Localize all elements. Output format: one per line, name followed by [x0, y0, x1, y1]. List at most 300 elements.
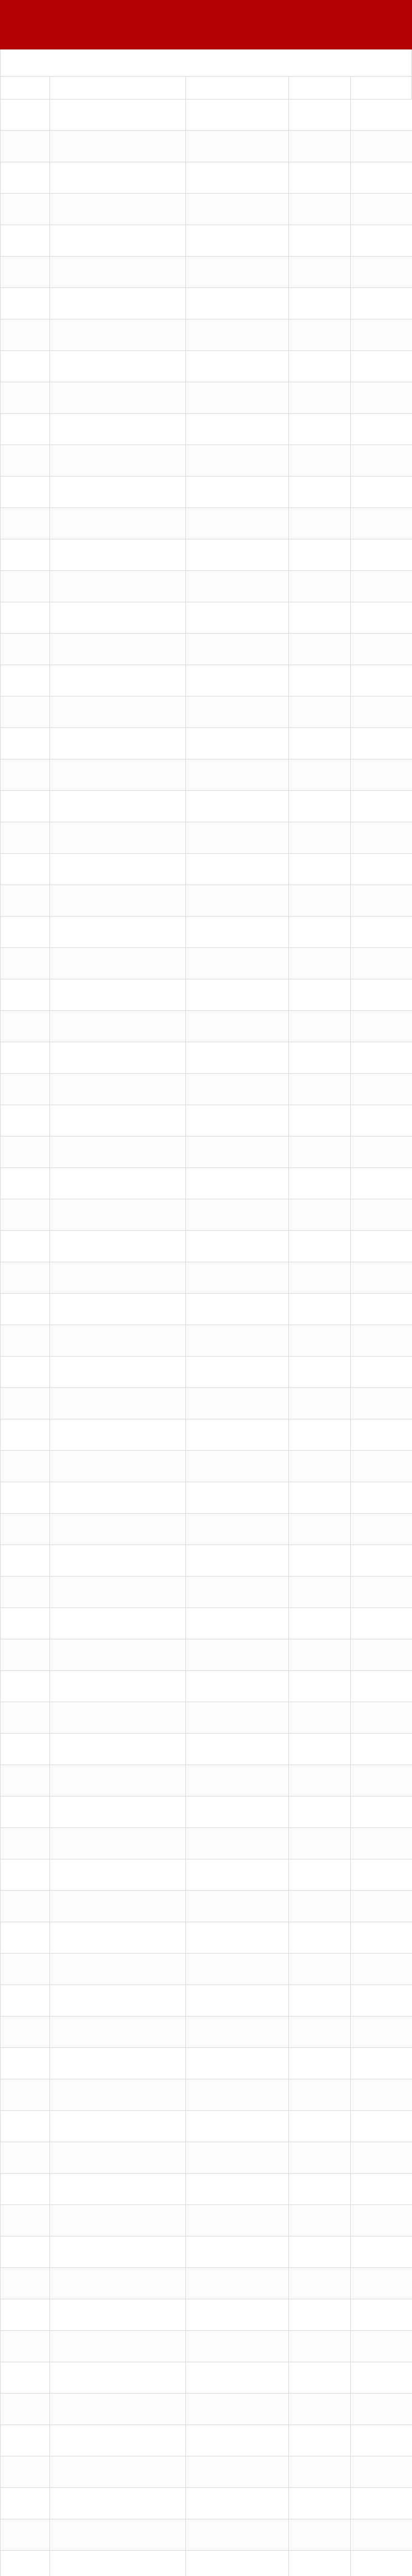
cell-creator — [186, 1639, 289, 1670]
cell-title — [50, 1010, 186, 1042]
cell-recommender — [351, 885, 412, 916]
cell-index — [1, 1607, 50, 1639]
cell-producer — [289, 2299, 351, 2330]
cell-title — [50, 602, 186, 633]
table-row — [1, 1890, 411, 1922]
cell-recommender — [351, 539, 412, 570]
cell-title — [50, 853, 186, 885]
cell-title — [50, 1230, 186, 1262]
cell-creator — [186, 1450, 289, 1482]
table-row — [1, 1230, 411, 1262]
cell-title — [50, 979, 186, 1010]
cell-recommender — [351, 1670, 412, 1702]
table-row — [1, 162, 411, 193]
cell-producer — [289, 476, 351, 507]
cell-index — [1, 1639, 50, 1670]
cell-title — [50, 2205, 186, 2236]
cell-title — [50, 445, 186, 476]
cell-index — [1, 99, 50, 130]
table-row — [1, 1450, 411, 1482]
cell-recommender — [351, 445, 412, 476]
cell-title — [50, 885, 186, 916]
cell-title — [50, 2142, 186, 2173]
award-table — [0, 76, 412, 2576]
cell-producer — [289, 1702, 351, 1733]
table-row — [1, 570, 411, 602]
cell-title — [50, 2299, 186, 2330]
column-header-producer — [289, 76, 351, 99]
cell-index — [1, 2456, 50, 2487]
cell-index — [1, 2236, 50, 2267]
cell-producer — [289, 665, 351, 696]
cell-producer — [289, 2550, 351, 2576]
cell-recommender — [351, 1796, 412, 1827]
cell-title — [50, 2330, 186, 2362]
cell-producer — [289, 1073, 351, 1105]
cell-title — [50, 413, 186, 445]
cell-recommender — [351, 1293, 412, 1325]
cell-recommender — [351, 1827, 412, 1859]
cell-creator — [186, 256, 289, 287]
cell-recommender — [351, 1890, 412, 1922]
cell-creator — [186, 2393, 289, 2425]
cell-index — [1, 916, 50, 947]
cell-index — [1, 193, 50, 225]
cell-creator — [186, 2079, 289, 2110]
cell-index — [1, 1670, 50, 1702]
cell-title — [50, 665, 186, 696]
cell-producer — [289, 1167, 351, 1199]
cell-recommender — [351, 1419, 412, 1450]
cell-index — [1, 2299, 50, 2330]
cell-recommender — [351, 2550, 412, 2576]
cell-creator — [186, 1482, 289, 1513]
cell-producer — [289, 319, 351, 350]
table-row — [1, 1733, 411, 1765]
cell-title — [50, 2456, 186, 2487]
cell-recommender — [351, 2330, 412, 2362]
cell-creator — [186, 1953, 289, 1985]
cell-recommender — [351, 193, 412, 225]
cell-title — [50, 2550, 186, 2576]
cell-creator — [186, 1859, 289, 1890]
cell-recommender — [351, 382, 412, 413]
cell-creator — [186, 2173, 289, 2205]
table-row — [1, 853, 411, 885]
cell-title — [50, 287, 186, 319]
cell-index — [1, 979, 50, 1010]
cell-title — [50, 2519, 186, 2550]
cell-producer — [289, 1513, 351, 1545]
cell-title — [50, 1639, 186, 1670]
table-row — [1, 2079, 411, 2110]
cell-creator — [186, 1827, 289, 1859]
cell-recommender — [351, 162, 412, 193]
cell-index — [1, 1827, 50, 1859]
cell-title — [50, 2110, 186, 2142]
cell-index — [1, 1765, 50, 1796]
cell-index — [1, 1010, 50, 1042]
cell-creator — [186, 2142, 289, 2173]
table-row — [1, 413, 411, 445]
table-row — [1, 696, 411, 727]
cell-recommender — [351, 1136, 412, 1167]
cell-creator — [186, 1607, 289, 1639]
cell-creator — [186, 2205, 289, 2236]
cell-producer — [289, 1576, 351, 1607]
cell-index — [1, 319, 50, 350]
cell-title — [50, 350, 186, 382]
cell-title — [50, 225, 186, 256]
cell-recommender — [351, 507, 412, 539]
cell-producer — [289, 1859, 351, 1890]
table-row — [1, 193, 411, 225]
cell-index — [1, 1859, 50, 1890]
cell-index — [1, 2519, 50, 2550]
table-row — [1, 2362, 411, 2393]
cell-index — [1, 1513, 50, 1545]
cell-index — [1, 1230, 50, 1262]
cell-title — [50, 2173, 186, 2205]
cell-producer — [289, 1356, 351, 1387]
cell-recommender — [351, 2047, 412, 2079]
cell-producer — [289, 1387, 351, 1419]
table-row — [1, 2519, 411, 2550]
cell-creator — [186, 790, 289, 822]
cell-index — [1, 1136, 50, 1167]
cell-title — [50, 1670, 186, 1702]
cell-index — [1, 2079, 50, 2110]
cell-title — [50, 507, 186, 539]
cell-index — [1, 570, 50, 602]
cell-index — [1, 507, 50, 539]
cell-title — [50, 1827, 186, 1859]
cell-creator — [186, 1733, 289, 1765]
cell-producer — [289, 1042, 351, 1073]
cell-index — [1, 1105, 50, 1136]
cell-title — [50, 1733, 186, 1765]
cell-creator — [186, 1670, 289, 1702]
table-row — [1, 2047, 411, 2079]
cell-title — [50, 2393, 186, 2425]
table-row — [1, 350, 411, 382]
cell-creator — [186, 2236, 289, 2267]
cell-creator — [186, 162, 289, 193]
cell-creator — [186, 2299, 289, 2330]
cell-producer — [289, 633, 351, 665]
cell-recommender — [351, 1576, 412, 1607]
cell-recommender — [351, 570, 412, 602]
cell-producer — [289, 1827, 351, 1859]
cell-creator — [186, 476, 289, 507]
cell-producer — [289, 2393, 351, 2425]
cell-creator — [186, 1199, 289, 1230]
table-row — [1, 319, 411, 350]
cell-title — [50, 1513, 186, 1545]
cell-title — [50, 916, 186, 947]
cell-producer — [289, 1985, 351, 2016]
cell-creator — [186, 193, 289, 225]
cell-creator — [186, 853, 289, 885]
cell-index — [1, 1576, 50, 1607]
cell-recommender — [351, 1513, 412, 1545]
table-row — [1, 1262, 411, 1293]
cell-recommender — [351, 1167, 412, 1199]
cell-title — [50, 2079, 186, 2110]
cell-recommender — [351, 1702, 412, 1733]
table-row — [1, 1105, 411, 1136]
cell-creator — [186, 2550, 289, 2576]
cell-creator — [186, 1262, 289, 1293]
table-row — [1, 1356, 411, 1387]
cell-creator — [186, 1513, 289, 1545]
table-row — [1, 2205, 411, 2236]
cell-index — [1, 225, 50, 256]
cell-index — [1, 1953, 50, 1985]
cell-creator — [186, 2425, 289, 2456]
cell-creator — [186, 1356, 289, 1387]
cell-index — [1, 727, 50, 759]
cell-title — [50, 1419, 186, 1450]
page-title — [0, 0, 412, 49]
cell-producer — [289, 1890, 351, 1922]
cell-index — [1, 1985, 50, 2016]
table-header — [1, 76, 411, 99]
cell-creator — [186, 445, 289, 476]
cell-creator — [186, 1545, 289, 1576]
cell-producer — [289, 1953, 351, 1985]
cell-index — [1, 853, 50, 885]
cell-index — [1, 1356, 50, 1387]
cell-index — [1, 1262, 50, 1293]
cell-recommender — [351, 99, 412, 130]
cell-title — [50, 1796, 186, 1827]
cell-producer — [289, 1922, 351, 1953]
cell-creator — [186, 2487, 289, 2519]
table-row — [1, 1765, 411, 1796]
cell-producer — [289, 350, 351, 382]
cell-recommender — [351, 1859, 412, 1890]
table-row — [1, 130, 411, 162]
table-row — [1, 665, 411, 696]
cell-producer — [289, 382, 351, 413]
cell-recommender — [351, 1230, 412, 1262]
cell-index — [1, 1702, 50, 1733]
cell-index — [1, 1545, 50, 1576]
cell-recommender — [351, 1199, 412, 1230]
cell-title — [50, 1356, 186, 1387]
cell-recommender — [351, 413, 412, 445]
cell-creator — [186, 885, 289, 916]
cell-title — [50, 382, 186, 413]
cell-title — [50, 99, 186, 130]
column-header-index — [1, 76, 50, 99]
cell-creator — [186, 1890, 289, 1922]
cell-title — [50, 2425, 186, 2456]
cell-creator — [186, 130, 289, 162]
cell-title — [50, 2047, 186, 2079]
table-row — [1, 1167, 411, 1199]
table-row — [1, 1482, 411, 1513]
table-row — [1, 445, 411, 476]
cell-creator — [186, 1922, 289, 1953]
table-row — [1, 1513, 411, 1545]
table-row — [1, 633, 411, 665]
table-row — [1, 759, 411, 790]
cell-recommender — [351, 1607, 412, 1639]
cell-index — [1, 382, 50, 413]
table-row — [1, 2330, 411, 2362]
cell-recommender — [351, 790, 412, 822]
cell-title — [50, 1450, 186, 1482]
cell-creator — [186, 1796, 289, 1827]
cell-recommender — [351, 853, 412, 885]
cell-title — [50, 570, 186, 602]
cell-recommender — [351, 2205, 412, 2236]
cell-title — [50, 759, 186, 790]
cell-index — [1, 1387, 50, 1419]
cell-index — [1, 1419, 50, 1450]
cell-recommender — [351, 2079, 412, 2110]
cell-title — [50, 1136, 186, 1167]
cell-producer — [289, 413, 351, 445]
table-row — [1, 1010, 411, 1042]
cell-index — [1, 1293, 50, 1325]
cell-creator — [186, 947, 289, 979]
table-row — [1, 507, 411, 539]
cell-creator — [186, 2456, 289, 2487]
cell-producer — [289, 130, 351, 162]
cell-index — [1, 2173, 50, 2205]
cell-recommender — [351, 2142, 412, 2173]
table-row — [1, 1827, 411, 1859]
table-row — [1, 979, 411, 1010]
cell-producer — [289, 2205, 351, 2236]
cell-producer — [289, 1325, 351, 1356]
cell-index — [1, 1733, 50, 1765]
cell-title — [50, 2362, 186, 2393]
cell-producer — [289, 539, 351, 570]
cell-creator — [186, 2362, 289, 2393]
cell-creator — [186, 822, 289, 853]
cell-recommender — [351, 1262, 412, 1293]
cell-recommender — [351, 2393, 412, 2425]
cell-producer — [289, 2425, 351, 2456]
cell-index — [1, 2362, 50, 2393]
table-row — [1, 1859, 411, 1890]
cell-producer — [289, 2236, 351, 2267]
cell-title — [50, 2236, 186, 2267]
cell-title — [50, 1199, 186, 1230]
cell-recommender — [351, 130, 412, 162]
cell-producer — [289, 2267, 351, 2299]
cell-producer — [289, 2079, 351, 2110]
cell-index — [1, 885, 50, 916]
page-subtitle — [0, 49, 412, 76]
cell-creator — [186, 1325, 289, 1356]
cell-producer — [289, 696, 351, 727]
cell-index — [1, 696, 50, 727]
cell-producer — [289, 570, 351, 602]
cell-title — [50, 130, 186, 162]
cell-creator — [186, 1042, 289, 1073]
cell-recommender — [351, 2362, 412, 2393]
cell-creator — [186, 696, 289, 727]
cell-producer — [289, 1136, 351, 1167]
cell-index — [1, 759, 50, 790]
cell-producer — [289, 2519, 351, 2550]
cell-recommender — [351, 1387, 412, 1419]
cell-recommender — [351, 319, 412, 350]
cell-index — [1, 2393, 50, 2425]
cell-producer — [289, 1733, 351, 1765]
table-row — [1, 727, 411, 759]
cell-title — [50, 822, 186, 853]
cell-producer — [289, 2330, 351, 2362]
table-row — [1, 1545, 411, 1576]
cell-index — [1, 2487, 50, 2519]
cell-index — [1, 476, 50, 507]
cell-title — [50, 319, 186, 350]
table-row — [1, 1073, 411, 1105]
table-row — [1, 2393, 411, 2425]
cell-creator — [186, 2267, 289, 2299]
cell-title — [50, 1387, 186, 1419]
cell-title — [50, 1325, 186, 1356]
cell-creator — [186, 1136, 289, 1167]
cell-index — [1, 1450, 50, 1482]
cell-recommender — [351, 916, 412, 947]
cell-producer — [289, 287, 351, 319]
table-row — [1, 1702, 411, 1733]
cell-producer — [289, 947, 351, 979]
cell-producer — [289, 445, 351, 476]
cell-index — [1, 633, 50, 665]
table-row — [1, 1796, 411, 1827]
cell-creator — [186, 2110, 289, 2142]
table-row — [1, 2142, 411, 2173]
table-row — [1, 2550, 411, 2576]
cell-title — [50, 1890, 186, 1922]
cell-creator — [186, 916, 289, 947]
table-row — [1, 1576, 411, 1607]
table-row — [1, 885, 411, 916]
cell-index — [1, 947, 50, 979]
cell-index — [1, 2142, 50, 2173]
cell-producer — [289, 1419, 351, 1450]
cell-recommender — [351, 696, 412, 727]
cell-recommender — [351, 1010, 412, 1042]
cell-creator — [186, 1985, 289, 2016]
cell-producer — [289, 1262, 351, 1293]
table-row — [1, 1419, 411, 1450]
cell-producer — [289, 2173, 351, 2205]
cell-title — [50, 947, 186, 979]
cell-creator — [186, 2519, 289, 2550]
cell-index — [1, 2016, 50, 2047]
cell-recommender — [351, 1356, 412, 1387]
cell-title — [50, 1105, 186, 1136]
cell-title — [50, 2267, 186, 2299]
cell-index — [1, 1325, 50, 1356]
cell-index — [1, 287, 50, 319]
cell-recommender — [351, 225, 412, 256]
table-row — [1, 1607, 411, 1639]
cell-recommender — [351, 947, 412, 979]
cell-title — [50, 2016, 186, 2047]
cell-recommender — [351, 2110, 412, 2142]
cell-producer — [289, 2456, 351, 2487]
